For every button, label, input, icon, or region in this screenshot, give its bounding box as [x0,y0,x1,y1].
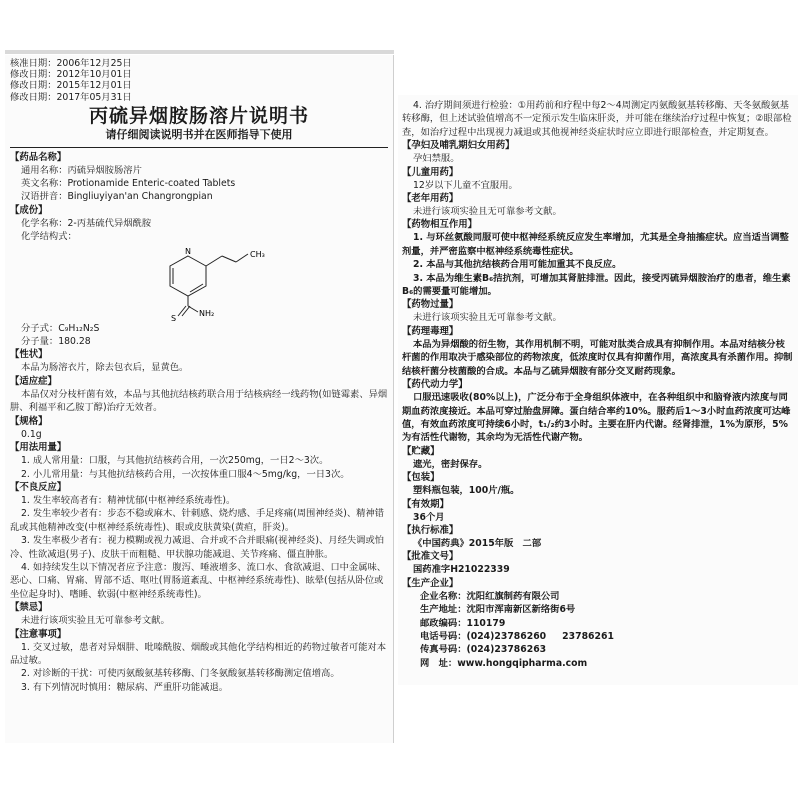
phone-label: 电话号码： [420,630,467,642]
chemical-structure-diagram [70,244,388,322]
interaction-item: 3. 本品为维生素B₆拮抗剂，可增加其肾脏排泄。因此，接受丙硫异烟胺治疗的患者，维生素B₆的需要量可能增加。 [402,272,791,298]
section-header: 【老年用药】 [402,193,459,205]
adverse-item: 3. 发生率极少者有：视力模糊或视力减退、合并或不合并眼痛(视神经炎)、月经失调或怕冷、性欲减退(男子)、皮肤干而粗糙、甲状腺功能减退、关节疼痛、僵直肿胀。 [10,535,385,560]
indications-text: 本品仅对分枝杆菌有效，本品与其他抗结核药联合用于结核病经一线药物(如链霉素、异烟肼、利福平和乙胺丁醇)治疗无效者。 [10,388,388,414]
adverse-reactions-section [10,481,388,601]
dosage-child: 2. 小儿常用量：与其他抗结核药合用，一次按体重口服4～5mg/kg，一日3次。 [21,468,350,480]
nitrogen-label: N [185,246,191,256]
section-header: 【贮藏】 [402,445,440,457]
section-header: 【儿童用药】 [402,166,459,178]
fax-number: 传真号码：(024)23786263 [420,644,547,656]
section-header: 【药物过量】 [402,299,459,311]
specification-text: 0.1g [21,428,42,440]
children-text: 12岁以下儿童不宜服用。 [413,179,518,191]
composition-section [10,204,388,349]
section-header: 【药理毒理】 [402,325,459,337]
adverse-item: 4. 如持续发生以下情况者应予注意：腹泻、唾液增多、流口水、食欲减退、口中金属味、恶心、口痛、胃痛、胃部不适、呕吐(胃肠道紊乱、中枢神经系统毒性)、眩晕(包括从卧位或坐位起身时)、嗜睡、软弱(中枢神经系统毒性)。 [10,561,387,600]
standard-text: 《中国药典》2015年版 二部 [413,537,542,549]
sulfur-label: S [171,313,177,322]
phone-number: 23786261 [562,630,614,642]
pharmacokinetics-text: 口服迅速吸收(80%以上)，广泛分布于全身组织体液中，在各种组织中和脑脊液内浓度与同期血药浓度接近。本品可穿过胎盘屏障。蛋白结合率约10%。服药后1～3小时血药浓度可达峰值，有效血药浓度可持续6小时，t₁/₂约3小时。主要在肝内代谢。经肾排泄，1%为原形，5%为有活性代谢物，其余均为无活性代谢产物。 [402,392,791,444]
company-address: 生产地址：沈阳市浑南新区新络街6号 [420,604,576,616]
approval-date: 核准日期：2006年12月25日 [10,58,132,69]
overdose-text: 未进行该项实验且无可靠参考文献。 [413,312,562,324]
postcode: 邮政编码：110179 [420,617,506,629]
generic-name: 通用名称：丙硫异烟胺肠溶片 [21,164,142,176]
molecule-drawing [158,244,268,322]
molecular-formula: 分子式：C₉H₁₂N₂S [21,322,100,334]
section-header: 【生产企业】 [402,577,459,589]
revision-date: 修改日期：2012年10月01日 [10,69,132,81]
description-text: 本品为肠溶衣片，除去包衣后，显黄色。 [21,362,189,374]
dosage-section [10,441,388,481]
website-label: 网 址： [420,657,458,669]
section-header: 【孕妇及哺乳期妇女用药】 [402,140,515,152]
section-header: 【禁忌】 [10,602,48,614]
company-name: 企业名称：沈阳红旗制药有限公司 [420,590,560,602]
specification-section [10,415,388,441]
revision-date: 修改日期：2015年12月01日 [10,80,132,92]
interaction-item: 2. 本品与其他抗结核药合用可能加重其不良反应。 [413,259,622,271]
pharmacology-text: 本品为异烟酸的衍生物，其作用机制不明，可能对肽类合成具有抑制作用。本品对结核分枝杆菌的作用取决于感染部位的药物浓度，低浓度时仅具有抑菌作用，高浓度具有杀菌作用。抑制结核杆菌分枝菌酸的合成。本品与乙硫异烟胺有部分交叉耐药现象。 [402,338,793,377]
section-header: 【批准文号】 [402,551,459,563]
adverse-item: 1. 发生率较高者有：精神忧郁(中枢神经系统毒性)。 [21,494,236,506]
elderly-text: 未进行该项实验且无可靠参考文献。 [413,206,562,218]
methyl-label: CH₃ [250,249,265,259]
phone-number: (024)23786260 [466,630,547,642]
section-header: 【规格】 [10,415,48,427]
website-row [402,657,794,670]
precaution-item-continued: 4. 治疗期间须进行检验：①用药前和疗程中每2～4周测定丙氨酸氨基转移酶、天冬氨酸氨基转移酶，但上述试验值增高不一定预示发生临床肝炎，并可能在继续治疗过程中恢复；②眼部检查，如治疗过程中出现视力减退或其他视神经炎症状时应立即进行眼部检查，并定期复查。 [402,100,792,138]
amine-label: NH₂ [199,308,215,318]
left-column [10,58,388,694]
precaution-item: 2. 对诊断的干扰：可使丙氨酸氨基转移酶、门冬氨酸氨基转移酶测定值增高。 [21,668,340,680]
precautions-section [10,628,388,695]
website-url: www.hongqipharma.com [457,657,588,669]
drug-name-section [10,151,388,204]
contraindications-section [10,601,388,627]
molecular-weight: 分子量：180.28 [21,336,91,348]
section-header: 【包装】 [402,472,440,484]
section-header: 【执行标准】 [402,524,459,536]
chemical-name: 化学名称：2-丙基硫代异烟酰胺 [21,217,152,229]
section-header: 【药物相互作用】 [402,219,478,231]
section-header: 【用法用量】 [10,442,67,454]
interaction-item: 1. 与环丝氨酸同服可使中枢神经系统反应发生率增加，尤其是全身抽搐症状。应当适当调整剂量，并严密监察中枢神经系统毒性症状。 [402,232,789,257]
document-title: 丙硫异烟胺肠溶片说明书 [88,104,309,127]
description-section [10,348,388,374]
section-header: 【适应症】 [10,375,57,387]
validity-text: 36个月 [413,511,445,523]
section-header: 【注意事项】 [10,628,67,640]
contraindications-text: 未进行该项实验且无可靠参考文献。 [21,615,170,627]
section-header: 【药代动力学】 [402,379,468,391]
section-header: 【成份】 [10,204,48,216]
section-header: 【不良反应】 [10,481,67,493]
precaution-item: 3. 有下列情况时慎用：糖尿病、严重肝功能减退。 [21,681,229,693]
document-subtitle: 请仔细阅读说明书并在医师指导下使用 [105,128,293,142]
precaution-item: 1. 交叉过敏，患者对异烟肼、吡嗪酰胺、烟酸或其他化学结构相近的药物过敏者可能对本品过敏。 [10,641,387,666]
phone-row [402,630,794,643]
adverse-item: 2. 发生率较少者有：步态不稳或麻木、针刺感、烧灼感、手足疼痛(周围神经炎)、精神错乱或其他精神改变(中枢神经系统毒性)、眼或皮肤黄染(黄疸，肝炎)。 [10,508,385,533]
approval-number: 国药准字H21022339 [413,564,510,576]
package-text: 塑料瓶包装，100片/瓶。 [413,485,520,497]
right-column [402,99,794,670]
pinyin-name: 汉语拼音：Bingliuyiyan'an Changrongpian [21,191,213,203]
indications-section [10,375,388,415]
english-name: 英文名称：Protionamide Enteric-coated Tablets [21,178,236,190]
scan-edge-strip [5,50,394,54]
revision-date: 修改日期：2017年05月31日 [10,91,132,103]
storage-text: 遮光，密封保存。 [413,458,488,470]
dosage-adult: 1. 成人常用量：口服，与其他抗结核药合用，一次250mg，一日2～3次。 [21,455,329,467]
manufacturer-section [402,577,794,670]
review-dates [10,58,388,103]
section-header: 【药品名称】 [10,151,67,163]
pregnancy-text: 孕妇禁服。 [413,153,460,165]
structure-label: 化学结构式： [21,231,77,243]
title-divider [10,147,388,148]
section-header: 【有效期】 [402,498,449,510]
section-header: 【性状】 [10,349,48,361]
